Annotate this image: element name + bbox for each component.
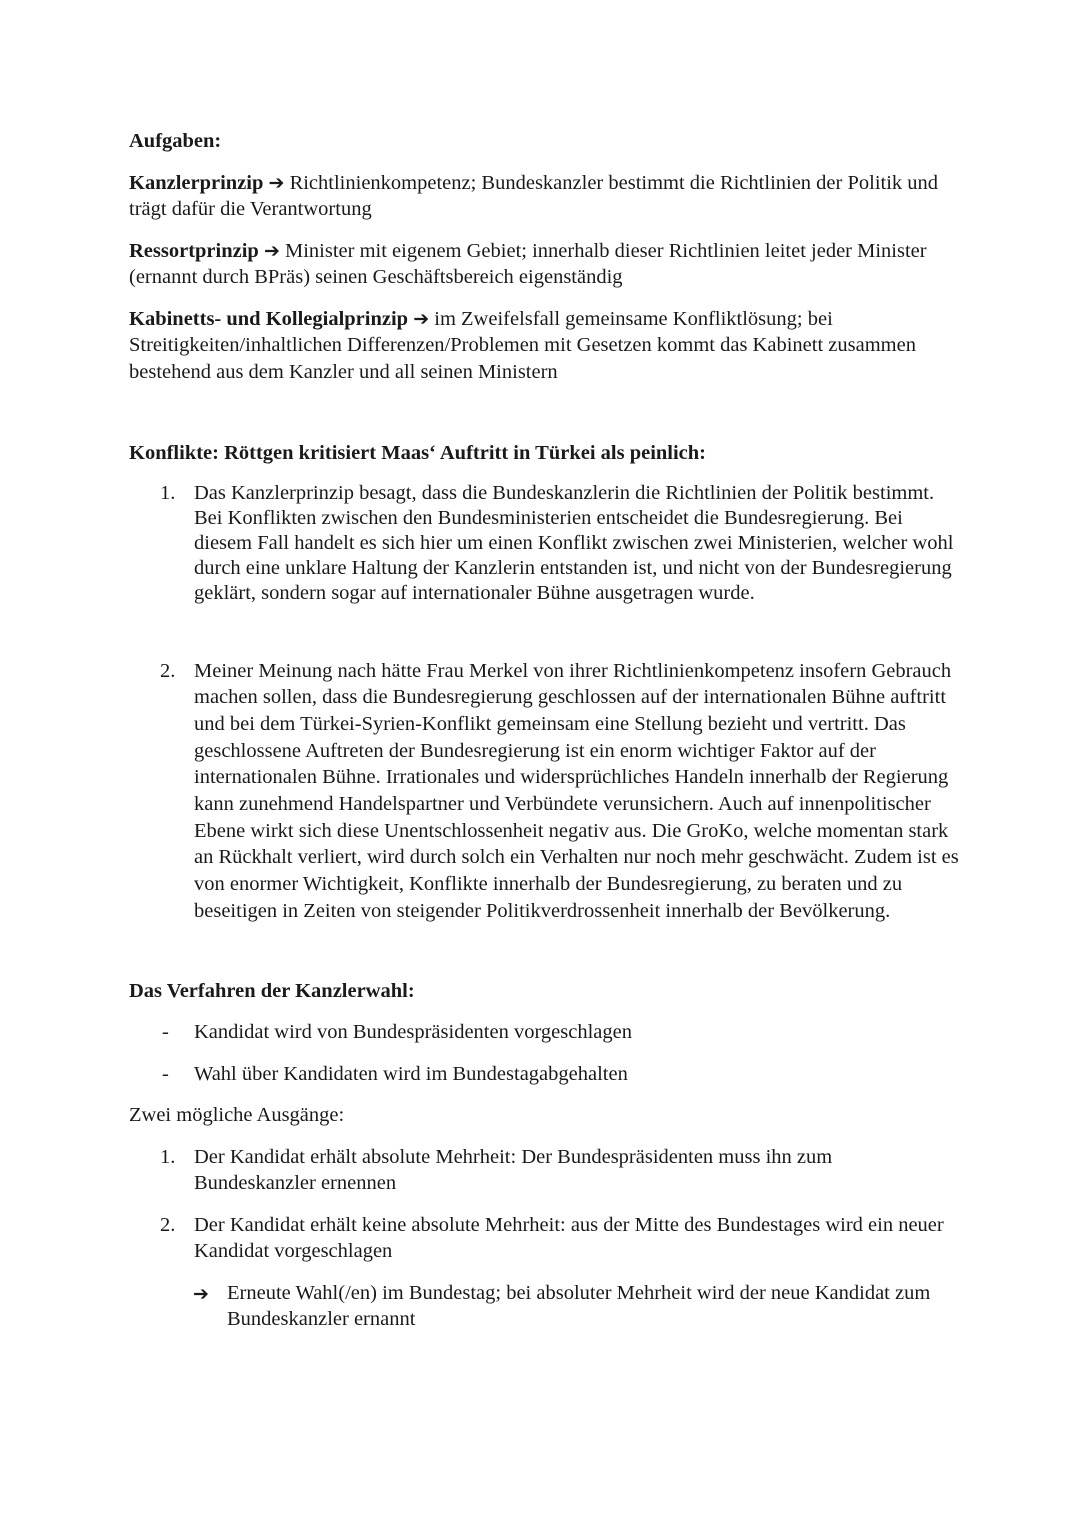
right-arrow-icon: ➔ [268,171,285,194]
bullet-item-2 [129,1061,959,1088]
right-arrow-icon: ➔ [413,307,430,330]
outcomes-label: Zwei mögliche Ausgänge: [129,1104,345,1127]
list-item-text: Das Kanzlerprinzip besagt, dass die Bundeskanzlerin die Richtlinien der Politik bestimmt. Bei Konflikten zwischen den Bundesministerien entscheidet die Bundesregierung. Bei diesem Fall handelt es sich hier um einen Konflikt zwischen zwei Ministerien, welcher wohl durch eine unklare Haltung der Kanzlerin entstanden ist, und nicht von der Bundesregierung geklärt, sondern sogar auf internationaler Bühne ausgetragen wurde. [194,481,954,605]
dash-bullet: - [162,1062,169,1085]
list-item-text: Meiner Meinung nach hätte Frau Merkel von ihrer Richtlinienkompetenz insofern Gebrauch machen sollen, dass die Bundesregierung geschlossen auf der internationalen Bühne auftritt und bei dem Türkei-Syrien-Konflikt gemeinsam eine Stellung bezieht und vertritt. Das geschlossene Auftreten der Bundesregierung ist ein enorm wichtiger Faktor auf der internationalen Bühne. Irrationales und widersprüchliches Handeln innerhalb der Regierung kann zunehmend Handelspartner und Verbündete verunsichern. Auch auf innenpolitischer Ebene wirkt sich diese Unentschlossenheit negativ aus. Die GroKo, welche momentan stark an Rückhalt verliert, wird durch solch ein Verhalten nur noch mehr geschwächt. Zudem ist es von enormer Wichtigkeit, Konflikte innerhalb der Bundesregierung, zu beraten und zu beseitigen in Zeiten von steigender Politikverdrossenheit innerhalb der Bevölkerung. [194,659,959,922]
list-number: 1. [160,1145,176,1168]
document-page [129,128,959,1333]
kanzlerwahl-heading: Das Verfahren der Kanzlerwahl: [129,979,415,1002]
principle-text: Richtlinienkompetenz; Bundeskanzler bestimmt die Richtlinien der Politik und trägt dafür die Verantwortung [129,171,939,220]
outcome-item-2 [129,1212,959,1265]
list-number: 2. [160,1213,176,1236]
konflikte-heading: Konflikte: Röttgen kritisiert Maas‘ Auftritt in Türkei als peinlich: [129,442,707,464]
dash-bullet: - [162,1021,169,1044]
right-arrow-icon: ➔ [263,239,280,262]
konflikt-item-1 [129,481,959,607]
list-item-text: Der Kandidat erhält keine absolute Mehrheit: aus der Mitte des Bundestages wird ein neuer Kandidat vorgeschlagen [194,1213,944,1263]
bullet-item-1 [129,1019,959,1046]
bullet-text: Kandidat wird von Bundespräsidenten vorgeschlagen [194,1021,632,1044]
principle-ressortprinzip [129,238,959,291]
principle-term: Kanzlerprinzip [129,171,264,194]
aufgaben-heading: Aufgaben: [129,130,222,152]
list-number: 2. [160,659,176,682]
konflikt-item-2 [129,658,959,925]
list-item-text: Der Kandidat erhält absolute Mehrheit: Der Bundespräsidenten muss ihn zum Bundeskanzler ernennen [194,1145,833,1195]
principle-text: Minister mit eigenem Gebiet; innerhalb dieser Richtlinien leitet jeder Minister (ernannt durch BPräs) seinen Geschäftsbereich eigenständig [129,239,927,288]
principle-kanzlerprinzip [129,170,959,223]
followup-item [129,1280,959,1333]
list-number: 1. [160,481,176,504]
principle-text: im Zweifelsfall gemeinsame Konfliktlösung; bei Streitigkeiten/inhaltlichen Differenzen/Problemen mit Gesetzen kommt das Kabinett zusammen bestehend aus dem Kanzler und all seinen Ministern [129,307,916,383]
right-arrow-icon: ➔ [193,1282,209,1305]
principle-term: Ressortprinzip [129,239,259,262]
principle-kabinettsprinzip [129,306,959,386]
followup-text: Erneute Wahl(/en) im Bundestag; bei absoluter Mehrheit wird der neue Kandidat zum Bundeskanzler ernannt [227,1281,931,1331]
principle-term: Kabinetts- und Kollegialprinzip [129,307,409,330]
outcome-item-1 [129,1144,959,1197]
bullet-text: Wahl über Kandidaten wird im Bundestagabgehalten [194,1062,628,1085]
